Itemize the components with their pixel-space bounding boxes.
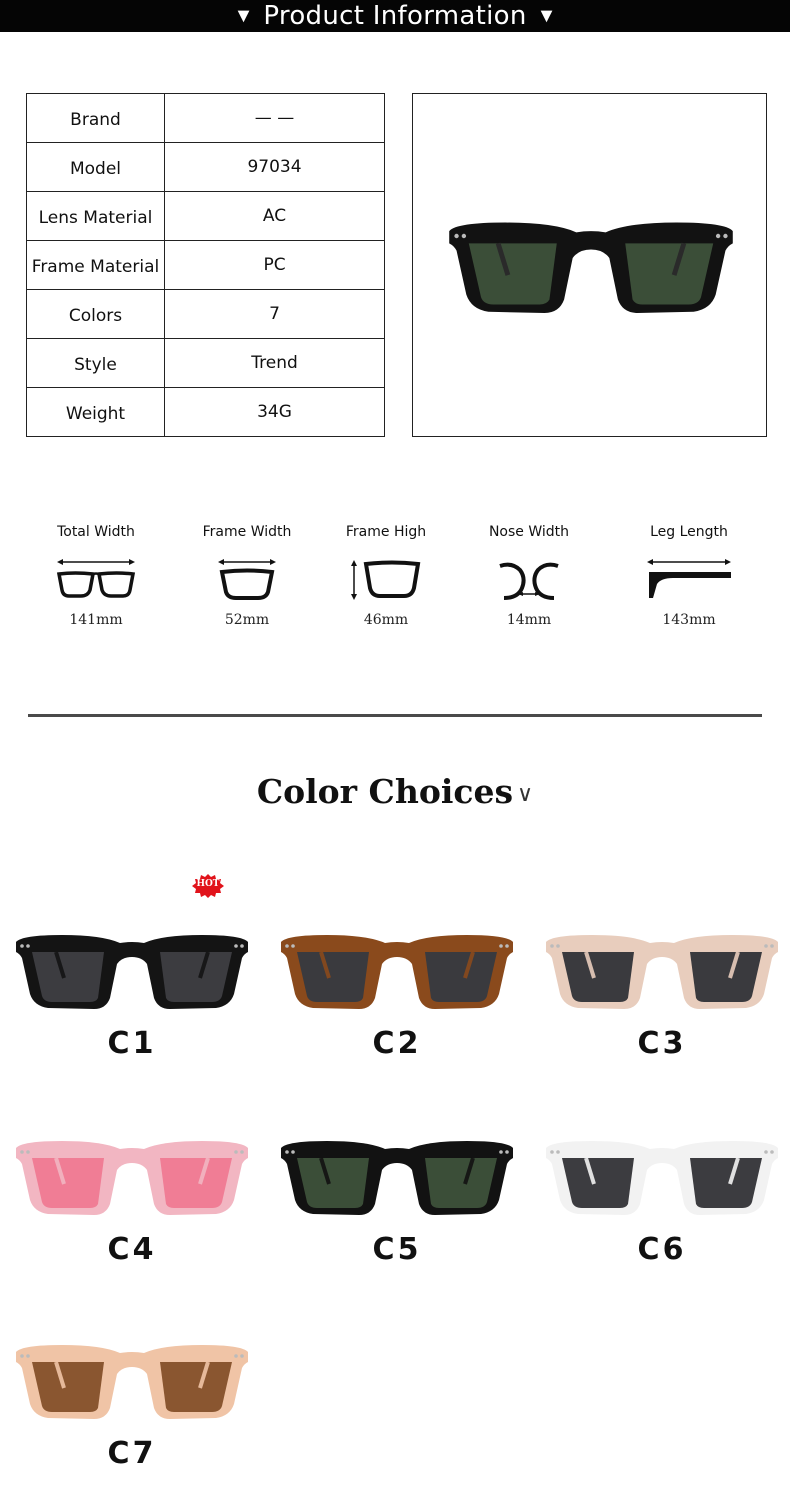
spec-label: Style bbox=[27, 339, 165, 388]
measure-label: Nose Width bbox=[488, 524, 570, 540]
sunglasses-c2-image bbox=[277, 928, 517, 1018]
spec-value: 7 bbox=[165, 290, 385, 339]
section-divider bbox=[28, 714, 762, 717]
spec-label: Lens Material bbox=[27, 192, 165, 241]
spec-row-lens-material bbox=[27, 192, 385, 241]
hot-badge-text: HOT bbox=[196, 879, 220, 889]
spec-row-brand bbox=[27, 94, 385, 143]
color-variant-c3[interactable] bbox=[542, 928, 782, 1078]
color-variant-c7[interactable] bbox=[12, 1338, 252, 1488]
sunglasses-c7-image bbox=[12, 1338, 252, 1428]
spec-value: Trend bbox=[165, 339, 385, 388]
measure-value: 46mm bbox=[363, 612, 409, 628]
frame-high-icon bbox=[350, 558, 422, 602]
color-variant-c1[interactable] bbox=[12, 928, 252, 1078]
spec-table bbox=[26, 93, 385, 437]
spec-value: — — bbox=[165, 94, 385, 143]
measure-value: 141mm bbox=[69, 612, 123, 628]
spec-value: 97034 bbox=[165, 143, 385, 192]
spec-row-model bbox=[27, 143, 385, 192]
total-width-icon bbox=[55, 558, 137, 602]
product-photo bbox=[412, 93, 767, 437]
measure-label: Leg Length bbox=[650, 524, 728, 540]
sunglasses-c6-image bbox=[542, 1134, 782, 1224]
variant-label: C7 bbox=[107, 1436, 157, 1471]
spec-row-colors bbox=[27, 290, 385, 339]
sunglasses-c3-image bbox=[542, 928, 782, 1018]
leg-length-icon bbox=[643, 558, 735, 602]
color-variant-c4[interactable] bbox=[12, 1134, 252, 1284]
measure-label: Total Width bbox=[57, 524, 135, 540]
variant-label: C2 bbox=[372, 1026, 422, 1061]
variant-label: C6 bbox=[637, 1232, 687, 1267]
spec-row-weight bbox=[27, 388, 385, 437]
sunglasses-c1-image bbox=[12, 928, 252, 1018]
hot-badge bbox=[191, 873, 225, 898]
color-choices-title: Color Choices bbox=[256, 772, 514, 811]
spec-label: Model bbox=[27, 143, 165, 192]
sunglasses-c5-image bbox=[277, 1134, 517, 1224]
header-bar bbox=[0, 0, 790, 32]
measure-total-width bbox=[26, 524, 166, 628]
spec-value: AC bbox=[165, 192, 385, 241]
measure-value: 143mm bbox=[662, 612, 716, 628]
measure-leg-length bbox=[619, 524, 759, 628]
measure-frame-width bbox=[177, 524, 317, 628]
measure-nose-width bbox=[459, 524, 599, 628]
spec-row-frame-material bbox=[27, 241, 385, 290]
variant-label: C3 bbox=[637, 1026, 687, 1061]
color-variant-c2[interactable] bbox=[277, 928, 517, 1078]
spec-label: Brand bbox=[27, 94, 165, 143]
spec-label: Frame Material bbox=[27, 241, 165, 290]
variant-label: C4 bbox=[107, 1232, 157, 1267]
measure-value: 52mm bbox=[224, 612, 270, 628]
color-variant-c6[interactable] bbox=[542, 1134, 782, 1284]
variant-label: C5 bbox=[372, 1232, 422, 1267]
color-variant-c5[interactable] bbox=[277, 1134, 517, 1284]
nose-width-icon bbox=[498, 558, 560, 602]
spec-label: Colors bbox=[27, 290, 165, 339]
sunglasses-c4-image bbox=[12, 1134, 252, 1224]
spec-row-style bbox=[27, 339, 385, 388]
triangle-down-icon: ▼ bbox=[233, 5, 254, 27]
chevron-down-icon: ∨ bbox=[517, 782, 534, 807]
variant-label: C1 bbox=[107, 1026, 157, 1061]
spec-value: 34G bbox=[165, 388, 385, 437]
measure-frame-high bbox=[316, 524, 456, 628]
measure-label: Frame High bbox=[345, 524, 427, 540]
measure-value: 14mm bbox=[506, 612, 552, 628]
measure-label: Frame Width bbox=[202, 524, 292, 540]
triangle-down-icon: ▼ bbox=[536, 5, 557, 27]
color-choices-heading bbox=[0, 772, 790, 811]
spec-value: PC bbox=[165, 241, 385, 290]
sunglasses-image bbox=[431, 214, 751, 324]
frame-width-icon bbox=[216, 558, 278, 602]
spec-label: Weight bbox=[27, 388, 165, 437]
section-title: Product Information bbox=[263, 1, 527, 31]
